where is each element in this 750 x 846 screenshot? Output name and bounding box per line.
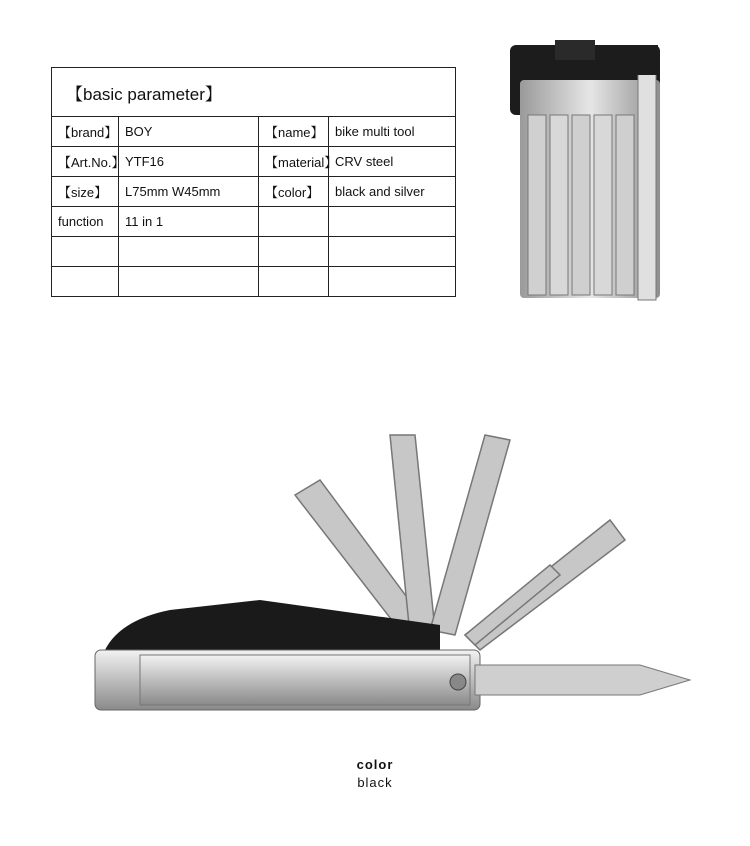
cell-value: CRV steel [329,147,456,177]
table-row [52,267,456,297]
cell-empty [259,267,329,297]
cell-value: BOY [119,117,259,147]
cell-key: 【material】 [259,147,329,177]
cell-empty [119,267,259,297]
parameter-table [51,67,456,297]
closed-tool-image [500,35,680,305]
cell-key: 【size】 [52,177,119,207]
cell-value [329,207,456,237]
cell-value: 11 in 1 [119,207,259,237]
cell-key: 【Art.No.】 [52,147,119,177]
cell-key: 【name】 [259,117,329,147]
cell-key [259,207,329,237]
cell-value: YTF16 [119,147,259,177]
cell-value: L75mm W45mm [119,177,259,207]
cell-empty [259,237,329,267]
table-row [52,237,456,267]
cell-value: bike multi tool [329,117,456,147]
caption-label: color [356,757,394,772]
cell-empty [329,237,456,267]
table-row [52,117,456,147]
table-title: 【basic parameter】 [52,68,456,117]
cell-key: 【brand】 [52,117,119,147]
color-caption [0,757,750,790]
cell-empty [52,237,119,267]
cell-key: 【color】 [259,177,329,207]
table-row [52,207,456,237]
cell-empty [119,237,259,267]
cell-empty [52,267,119,297]
table-row [52,177,456,207]
caption-value: black [357,775,393,790]
open-tool-image [80,420,720,720]
cell-key: function [52,207,119,237]
cell-empty [329,267,456,297]
table-row [52,147,456,177]
cell-value: black and silver [329,177,456,207]
